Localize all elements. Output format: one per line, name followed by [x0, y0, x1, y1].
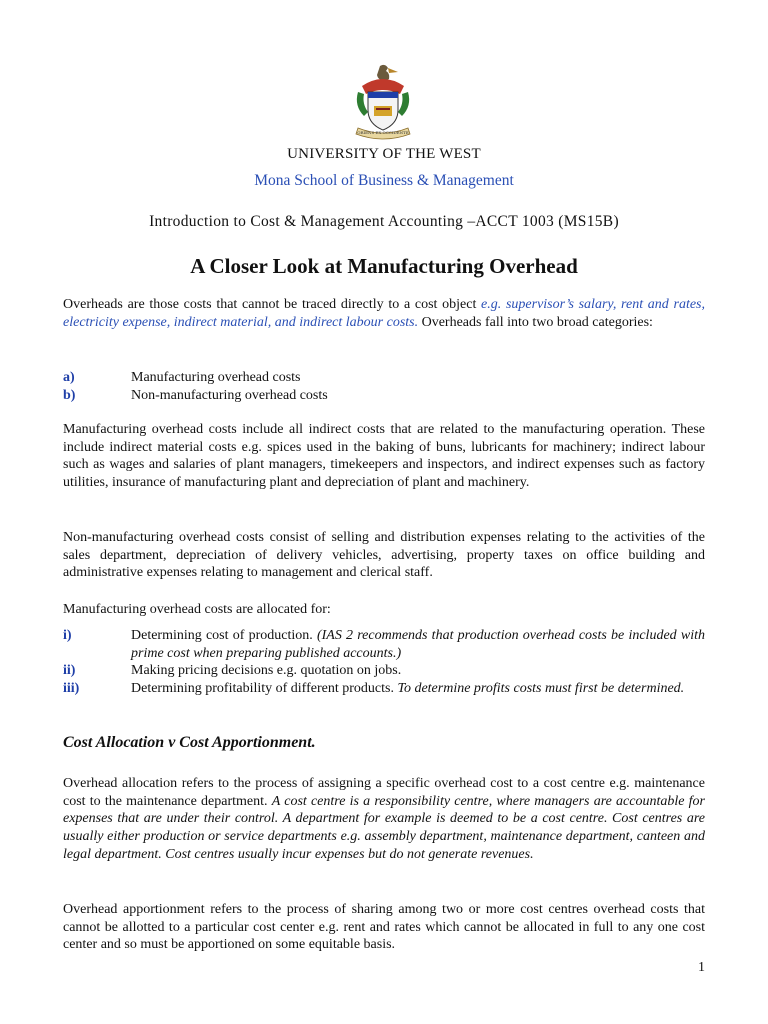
- list-item-plain: Determining profitability of different products.: [131, 681, 398, 697]
- list-item: [63, 387, 705, 405]
- allocation-paragraph: [63, 775, 705, 864]
- page-number: 1: [698, 960, 705, 975]
- list-marker: iii): [63, 681, 80, 697]
- list-item: [63, 369, 705, 387]
- apportionment-paragraph: Overhead apportionment refers to the process of sharing among two or more cost centres overhead costs that cannot be allotted to a particular cost center e.g. rent and rates which cannot be allocated in full to any one cost center and so must be apportioned on some equitable basis.: [63, 902, 705, 953]
- list-item-text: Manufacturing overhead costs: [131, 370, 301, 385]
- list-marker: ii): [63, 663, 76, 679]
- list-item: [63, 627, 705, 662]
- non-manufacturing-overhead-paragraph: Non-manufacturing overhead costs consist of selling and distribution expenses relating to the activities of the sales department, depreciation of delivery vehicles, advertising, property taxes on office building and administrative expenses relating to management and clerical staff.: [63, 530, 705, 581]
- list-item-plain: Making pricing decisions e.g. quotation on jobs.: [131, 663, 402, 679]
- allocation-italic: A cost centre is a responsibility centre, where managers are accountable for expenses that are under their control. A department for example is deemed to be a cost centre. Cost centres are usually either production or service departments e.g. assembly department, maintenance department, canteen and legal department. Cost centres usually incur expenses but do not generate revenues.: [63, 793, 705, 862]
- allocation-purposes-list: [63, 627, 705, 698]
- intro-examples: e.g. supervisor’s salary, rent and rates, electricity expense, indirect material, and indirect labour costs.: [63, 297, 705, 330]
- allocated-intro: Manufacturing overhead costs are allocated for:: [63, 602, 331, 617]
- manufacturing-overhead-paragraph: Manufacturing overhead costs include all indirect costs that are related to the manufacturing operation. These include indirect material costs e.g. spices used in the baking of buns, lubricants for machinery; indirect labour such as wages and salaries of plant managers, timekeepers and inspectors, and indirect expenses such as factory utilities, insurance of manufacturing plant and depreciation of plant and machinery.: [63, 422, 705, 491]
- list-marker: i): [63, 628, 72, 643]
- university-crest-icon: [352, 62, 414, 144]
- school-name: Mona School of Business & Management: [254, 172, 514, 189]
- list-item-text: [131, 680, 705, 698]
- course-title: Introduction to Cost & Management Accounting –ACCT 1003 (MS15B): [149, 213, 619, 230]
- list-item-text: Non-manufacturing overhead costs: [131, 387, 328, 403]
- list-item-text: [131, 662, 705, 680]
- section-heading: Cost Allocation v Cost Apportionment.: [63, 734, 316, 751]
- list-item-text: [131, 627, 705, 662]
- list-item: [63, 662, 705, 680]
- svg-text:ORIENS EX OCCIDENTE: ORIENS EX OCCIDENTE: [357, 130, 409, 135]
- allocation-plain: Overhead allocation refers to the process of assigning a specific overhead cost to a cost centre e.g. maintenance cost to the maintenance department.: [63, 776, 705, 809]
- intro-tail: Overheads fall into two broad categories:: [418, 314, 653, 330]
- intro-paragraph: [63, 296, 705, 331]
- university-name: UNIVERSITY OF THE WEST: [287, 146, 481, 162]
- overhead-categories-list: [63, 369, 705, 404]
- list-item-plain: Determining cost of production.: [131, 628, 317, 643]
- list-marker: a): [63, 370, 75, 385]
- list-item: [63, 680, 705, 698]
- list-item-italic: To determine profits costs must first be determined.: [397, 681, 685, 697]
- list-marker: b): [63, 387, 76, 403]
- list-item-italic: (IAS 2 recommends that production overhead costs be included with prime cost when preparing published accounts.): [131, 628, 705, 661]
- intro-lead: Overheads are those costs that cannot be traced directly to a cost object: [63, 297, 482, 312]
- document-title: A Closer Look at Manufacturing Overhead: [190, 254, 578, 278]
